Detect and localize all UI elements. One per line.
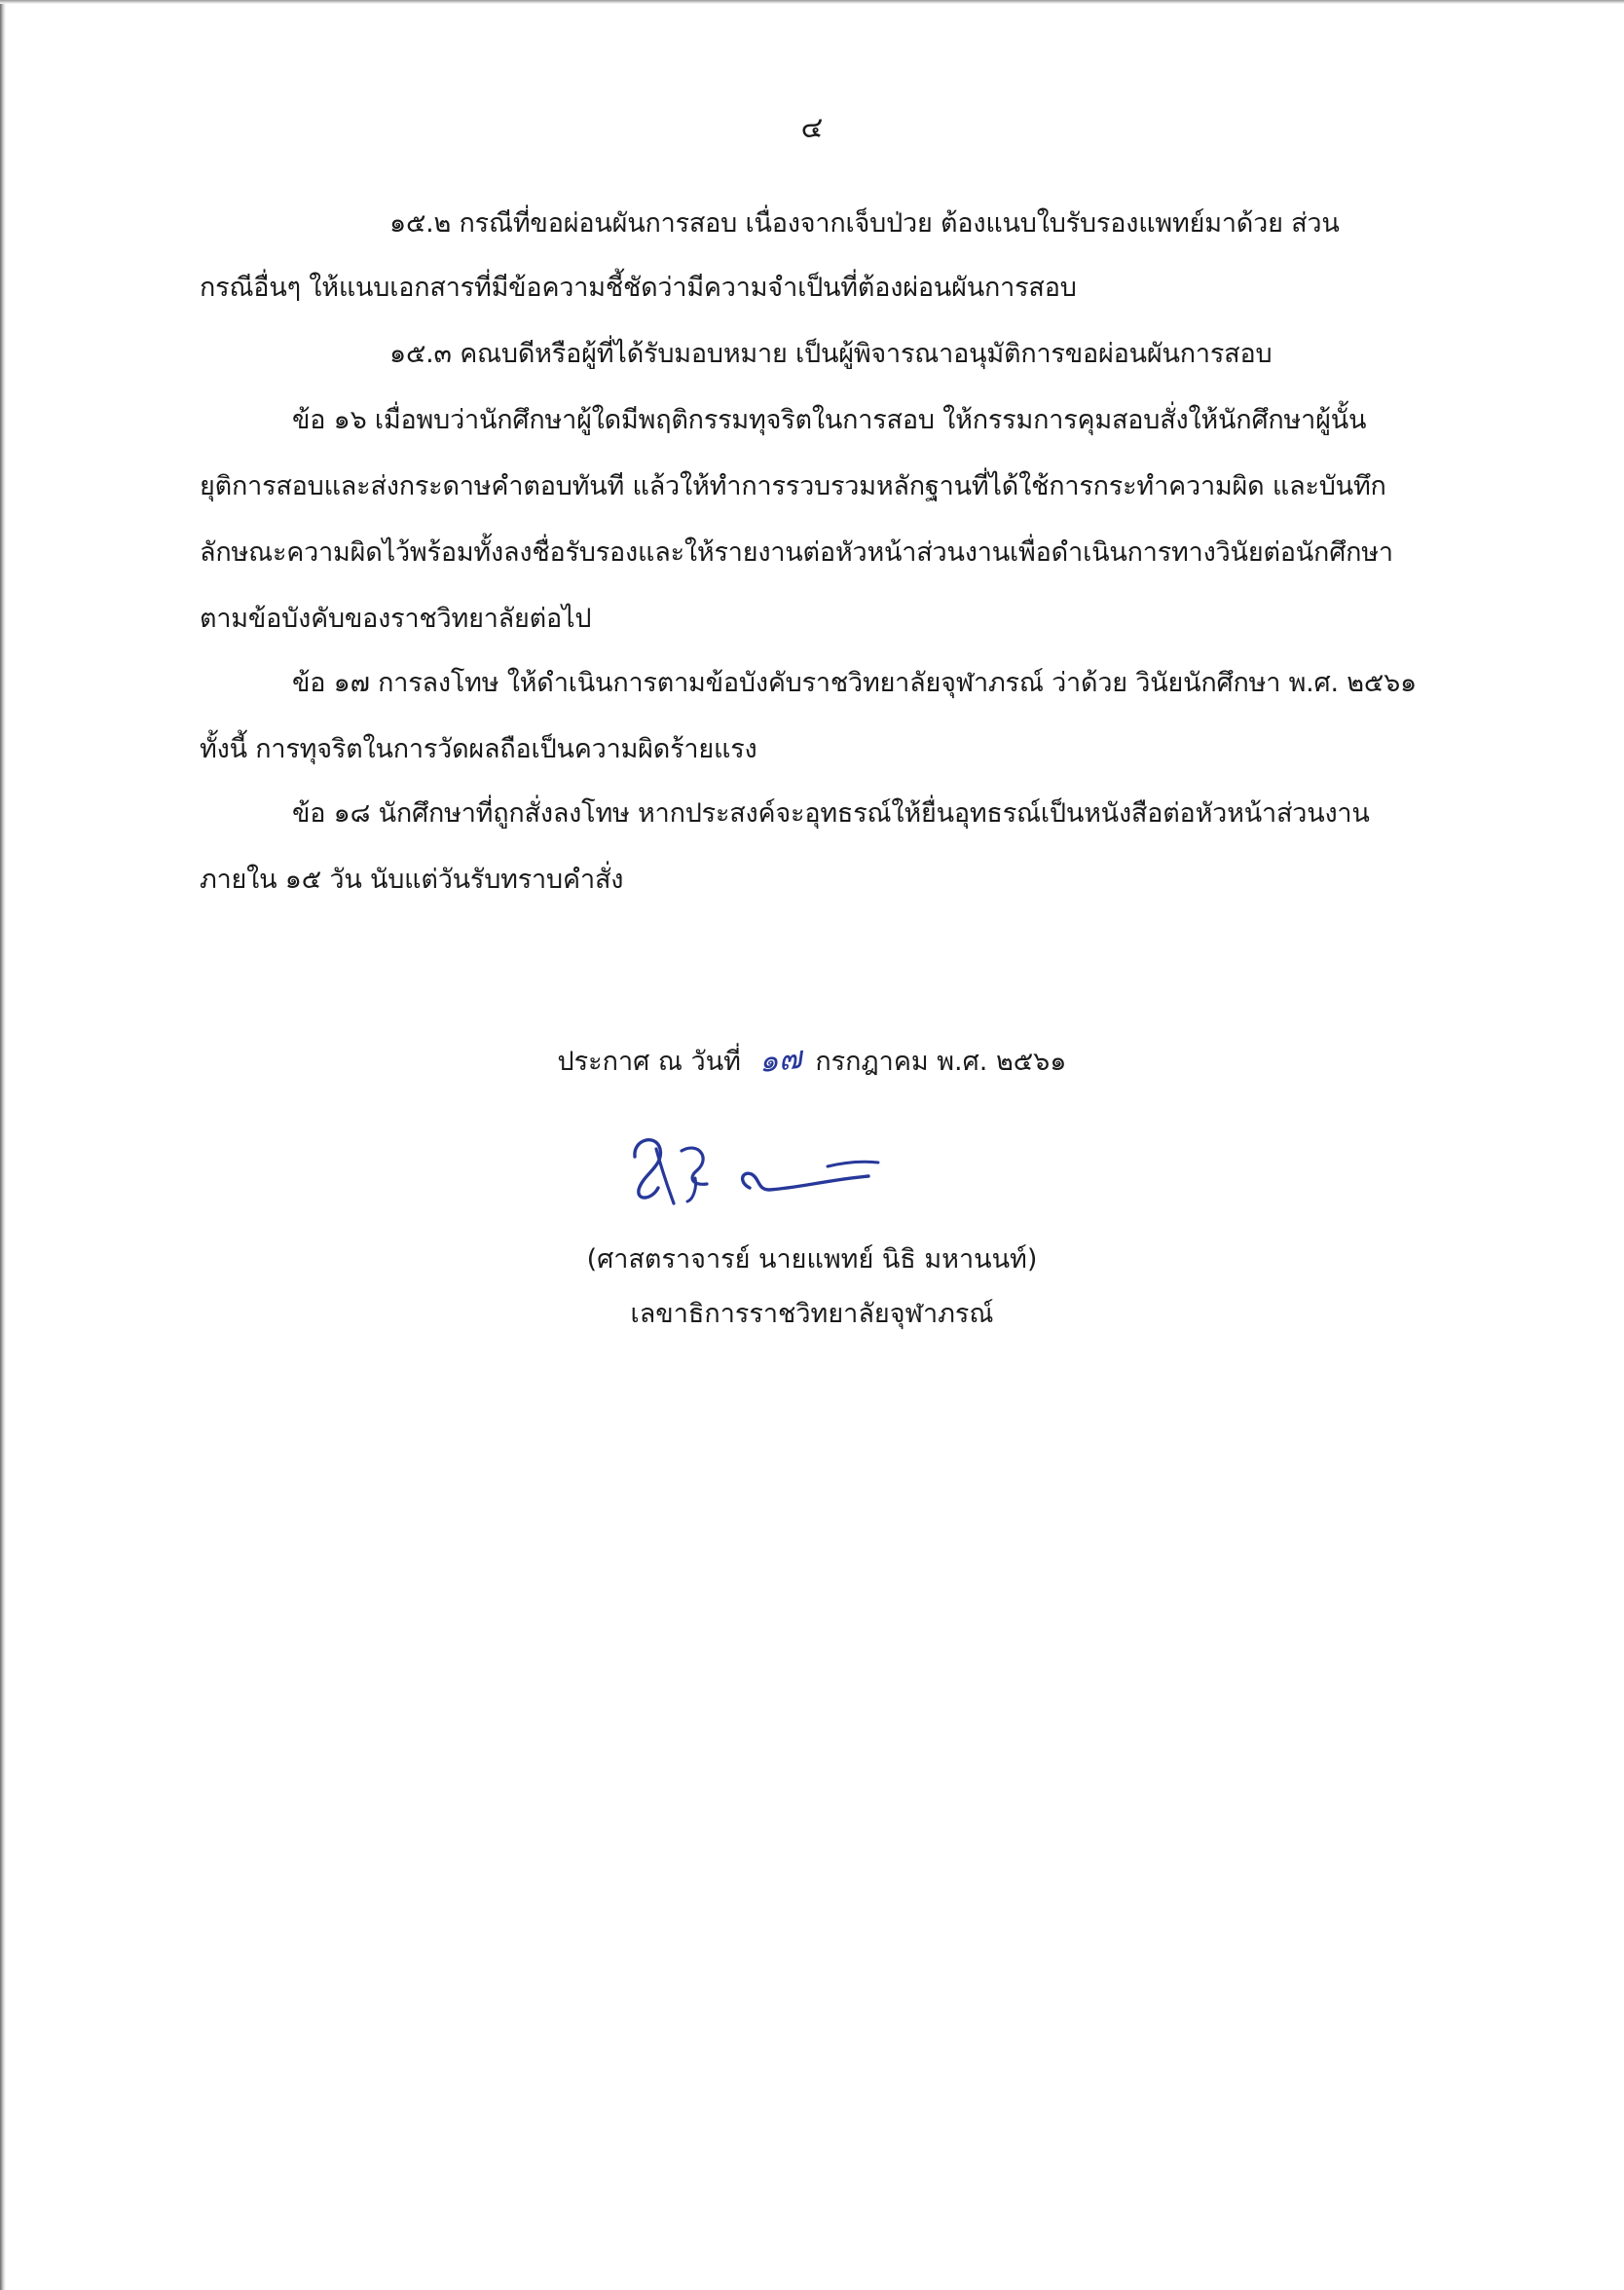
handwritten-day: ๑๗ (757, 1038, 804, 1081)
signature-image (613, 1120, 905, 1227)
announcement-prefix: ประกาศ ณ วันที่ (557, 1047, 741, 1077)
paragraph-16-line-3: ลักษณะความผิดไว้พร้อมทั้งลงชื่อรับรองและให้รายงานต่อหัวหน้าส่วนงานเพื่อดำเนินการทางวินัยต่อนักศึกษา (200, 537, 1393, 568)
paragraph-18-line-1: ข้อ ๑๘ นักศึกษาที่ถูกสั่งลงโทษ หากประสงค์จะอุทธรณ์ให้ยื่นอุทธรณ์เป็นหนังสือต่อหัวหน้าส่วนงาน (292, 798, 1370, 829)
paragraph-17-line-2: ทั้งนี้ การทุจริตในการวัดผลถือเป็นความผิดร้ายแรง (200, 734, 757, 764)
paragraph-16-line-1: ข้อ ๑๖ เมื่อพบว่านักศึกษาผู้ใดมีพฤติกรรมทุจริตในการสอบ ให้กรรมการคุมสอบสั่งให้นักศึกษาผู้นั้น (292, 405, 1367, 435)
scan-edge-left (0, 0, 6, 2290)
paragraph-15-2-line-1: ๑๕.๒ กรณีที่ขอผ่อนผันการสอบ เนื่องจากเจ็บป่วย ต้องแนบใบรับรองแพทย์มาด้วย ส่วน (389, 208, 1340, 239)
paragraph-15-3-line-1: ๑๕.๓ คณบดีหรือผู้ที่ได้รับมอบหมาย เป็นผู้พิจารณาอนุมัติการขอผ่อนผันการสอบ (389, 339, 1273, 369)
signatory-position: เลขาธิการราชวิทยาลัยจุฬาภรณ์ (630, 1299, 994, 1329)
announcement-date-line (0, 1038, 1624, 1084)
scan-edge-top (0, 0, 1624, 4)
paragraph-16-line-4: ตามข้อบังคับของราชวิทยาลัยต่อไป (200, 604, 592, 634)
paragraph-18-line-2: ภายใน ๑๕ วัน นับแต่วันรับทราบคำสั่ง (200, 865, 624, 895)
paragraph-16-line-2: ยุติการสอบและส่งกระดาษคำตอบทันที แล้วให้ทำการรวบรวมหลักฐานที่ได้ใช้การกระทำความผิด และบันทึก (200, 471, 1386, 501)
page-number: ๔ (800, 111, 824, 145)
signatory-name: (ศาสตราจารย์ นายแพทย์ นิธิ มหานนท์) (586, 1244, 1038, 1274)
announcement-month-year: กรกฎาคม พ.ศ. ๒๕๖๑ (815, 1047, 1067, 1077)
paragraph-17-line-1: ข้อ ๑๗ การลงโทษ ให้ดำเนินการตามข้อบังคับราชวิทยาลัยจุฬาภรณ์ ว่าด้วย วินัยนักศึกษา พ.ศ. ๒๕๖๑ (292, 668, 1417, 698)
paragraph-15-2-line-2: กรณีอื่นๆ ให้แนบเอกสารที่มีข้อความชี้ชัดว่ามีความจำเป็นที่ต้องผ่อนผันการสอบ (200, 273, 1077, 303)
